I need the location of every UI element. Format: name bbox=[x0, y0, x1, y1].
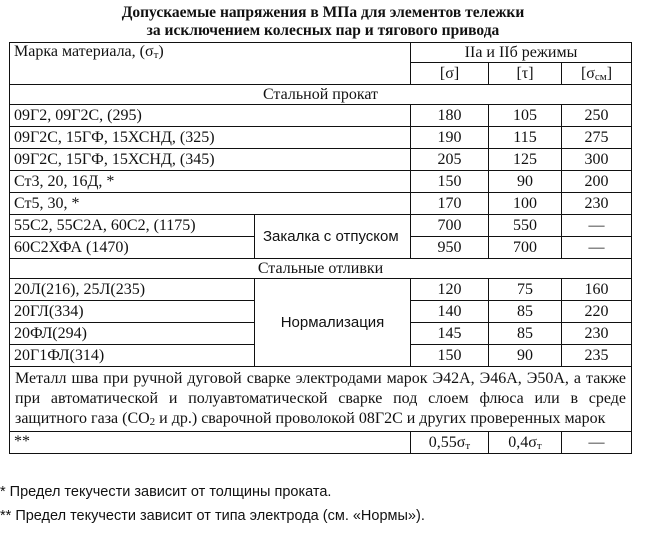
material-cell: Ст3, 20, 16Д, * bbox=[10, 171, 411, 193]
footnote-yield-thickness: * Предел текучести зависит от толщины проката. bbox=[0, 484, 332, 500]
sigma-cm-cell: 230 bbox=[562, 193, 632, 215]
weld-note-text: Металл шва при ручной дуговой сварке электродами марок Э42А, Э46А, Э50А, а также при автоматической и полуавтоматической сварке под слоем флюса или в среде защитного газа ($СО_2$ и др.) сварочной проволокой 08Г2С и других проверенных марок bbox=[10, 367, 632, 432]
table-row bbox=[10, 215, 632, 237]
table-row bbox=[10, 127, 632, 149]
sigma-cm-cell: 220 bbox=[562, 301, 632, 323]
material-cell: 20Л(216), 25Л(235) bbox=[10, 279, 255, 301]
sigma-cm-header: $[\sigma_{см}]$ bbox=[562, 63, 632, 85]
table-row bbox=[10, 105, 632, 127]
title-line-2: за исключением колесных пар и тягового привода bbox=[146, 22, 500, 39]
tau-header: [τ] bbox=[489, 63, 562, 85]
sigma-cm-cell: 235 bbox=[562, 345, 632, 367]
material-cell: 20ФЛ(294) bbox=[10, 323, 255, 345]
sigma-cm-cell: 275 bbox=[562, 127, 632, 149]
section-rolled-label: Стальной прокат bbox=[10, 85, 632, 105]
tau-cell: 85 bbox=[489, 301, 562, 323]
material-cell: 09Г2С, 15ГФ, 15ХСНД, (345) bbox=[10, 149, 411, 171]
tau-cell: 75 bbox=[489, 279, 562, 301]
sigma-cm-cell: 230 bbox=[562, 323, 632, 345]
sigma-cell: 145 bbox=[411, 323, 489, 345]
section-cast-label: Стальные отливки bbox=[10, 259, 632, 279]
tau-cell: 85 bbox=[489, 323, 562, 345]
sigma-cell: 950 bbox=[411, 237, 489, 259]
weld-marker-cell: ** bbox=[10, 432, 411, 454]
sigma-cm-cell: 200 bbox=[562, 171, 632, 193]
tau-cell: $0,4\sigma_т$ bbox=[489, 432, 562, 454]
table-row bbox=[10, 171, 632, 193]
allowable-stress-table bbox=[9, 42, 632, 454]
sigma-cell: 170 bbox=[411, 193, 489, 215]
tau-cell: 550 bbox=[489, 215, 562, 237]
sigma-cell: 700 bbox=[411, 215, 489, 237]
table-row bbox=[10, 149, 632, 171]
footnote-yield-electrode: ** Предел текучести зависит от типа электрода (см. «Нормы»). bbox=[0, 508, 425, 524]
sigma-cm-cell: — bbox=[562, 237, 632, 259]
sigma-cell: 150 bbox=[411, 345, 489, 367]
material-cell: Ст5, 30, * bbox=[10, 193, 411, 215]
table-title bbox=[0, 4, 646, 40]
sigma-cell: 180 bbox=[411, 105, 489, 127]
sigma-cell: 150 bbox=[411, 171, 489, 193]
sigma-cell: 120 bbox=[411, 279, 489, 301]
treatment-quench-cell: Закалка с отпуском bbox=[255, 215, 411, 259]
material-cell: 55С2, 55С2А, 60С2, (1175) bbox=[10, 215, 255, 237]
tau-cell: 700 bbox=[489, 237, 562, 259]
tau-cell: 90 bbox=[489, 171, 562, 193]
weld-note-row bbox=[10, 367, 632, 432]
header-row-1 bbox=[10, 43, 632, 63]
tau-cell: 105 bbox=[489, 105, 562, 127]
table-row bbox=[10, 279, 632, 301]
material-cell: 20Г1ФЛ(314) bbox=[10, 345, 255, 367]
sigma-cm-cell: — bbox=[562, 432, 632, 454]
tau-cell: 100 bbox=[489, 193, 562, 215]
material-cell: 09Г2, 09Г2С, (295) bbox=[10, 105, 411, 127]
sigma-cell: 190 bbox=[411, 127, 489, 149]
sigma-cell: 205 bbox=[411, 149, 489, 171]
tau-cell: 115 bbox=[489, 127, 562, 149]
sigma-cm-cell: 250 bbox=[562, 105, 632, 127]
sigma-cell: 140 bbox=[411, 301, 489, 323]
weld-values-row bbox=[10, 432, 632, 454]
modes-header: IIа и IIб режимы bbox=[411, 43, 632, 63]
material-cell: 60С2ХФА (1470) bbox=[10, 237, 255, 259]
table-row bbox=[10, 193, 632, 215]
sigma-cm-cell: 300 bbox=[562, 149, 632, 171]
title-line-1: Допускаемые напряжения в МПа для элементов тележки bbox=[121, 4, 525, 21]
material-cell: 20ГЛ(334) bbox=[10, 301, 255, 323]
tau-cell: 90 bbox=[489, 345, 562, 367]
section-row-rolled bbox=[10, 85, 632, 105]
sigma-header: [σ] bbox=[411, 63, 489, 85]
material-cell: 09Г2С, 15ГФ, 15ХСНД, (325) bbox=[10, 127, 411, 149]
sigma-cell: $0,55\sigma_т$ bbox=[411, 432, 489, 454]
sigma-cm-cell: — bbox=[562, 215, 632, 237]
sigma-cm-cell: 160 bbox=[562, 279, 632, 301]
material-header: Марка материала, $(\sigma_т)$ bbox=[10, 43, 411, 85]
section-row-cast bbox=[10, 259, 632, 279]
treatment-normalize-cell: Нормализация bbox=[255, 279, 411, 367]
tau-cell: 125 bbox=[489, 149, 562, 171]
